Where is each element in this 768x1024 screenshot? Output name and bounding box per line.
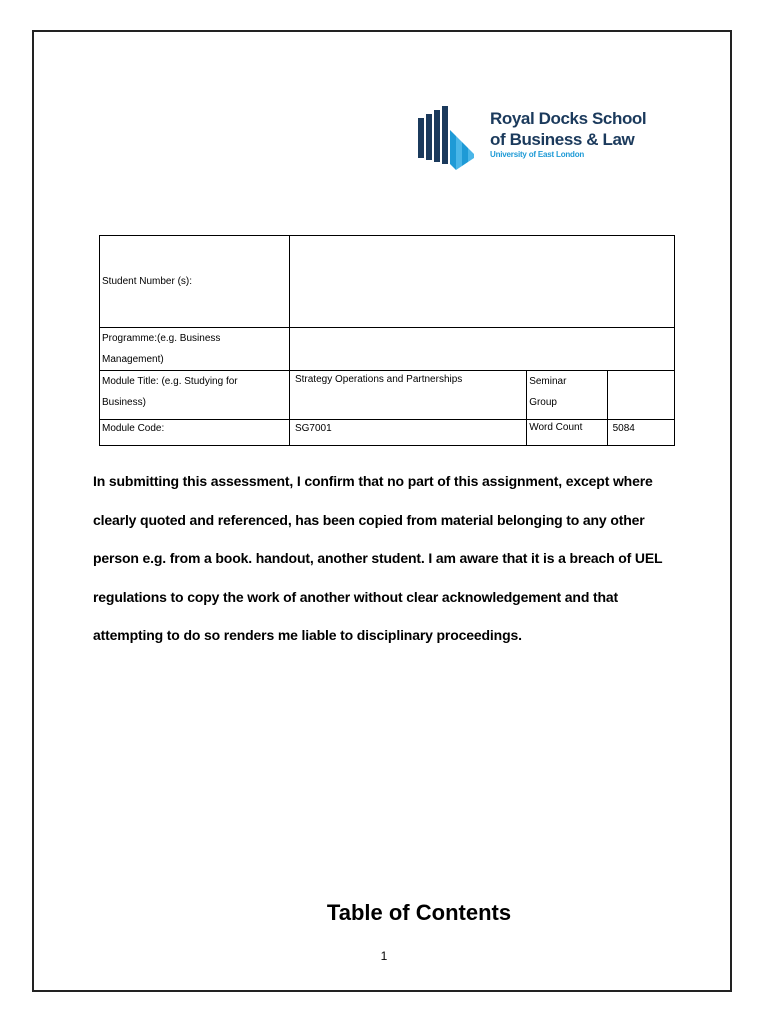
module-title-label bbox=[100, 371, 290, 420]
student-number-row bbox=[100, 236, 675, 328]
page-number: 1 bbox=[380, 949, 388, 963]
seminar-group-label bbox=[527, 371, 607, 420]
declaration-paragraph: In submitting this assessment, I confirm that no part of this assignment, except where clearly quoted and referenced, has been copied from material belonging to any other person e.g. from a book. handout, another student. I am aware that it is a breach of UEL regulations to copy the work of another without clear acknowledgement and that attempting to do so renders me liable to disciplinary proceedings. bbox=[93, 473, 663, 643]
word-count-label: Word Count bbox=[527, 420, 607, 446]
seminar-label-line-1: Seminar bbox=[529, 376, 567, 387]
module-title-label-line-1: Module Title: (e.g. Studying for bbox=[102, 376, 238, 387]
module-title-label-line-2: Business) bbox=[102, 397, 146, 408]
module-code-label: Module Code: bbox=[100, 420, 290, 446]
logo-text bbox=[490, 108, 646, 160]
module-title-row bbox=[100, 371, 675, 420]
module-code-row bbox=[100, 420, 675, 446]
school-logo bbox=[416, 104, 676, 174]
programme-row bbox=[100, 328, 675, 371]
logo-line-1: Royal Docks School bbox=[490, 109, 647, 128]
student-number-value[interactable] bbox=[289, 236, 674, 328]
programme-label bbox=[100, 328, 290, 371]
building-bars-icon bbox=[416, 104, 486, 174]
module-code-value[interactable]: SG7001 bbox=[289, 420, 526, 446]
seminar-group-value[interactable] bbox=[607, 371, 674, 420]
programme-value[interactable] bbox=[289, 328, 674, 371]
programme-label-line-2: Management) bbox=[102, 354, 164, 365]
cover-sheet-table bbox=[99, 235, 675, 446]
table-of-contents-heading: Table of Contents bbox=[326, 900, 512, 925]
logo-line-2: of Business & Law bbox=[490, 130, 635, 149]
programme-label-line-1: Programme:(e.g. Business bbox=[102, 333, 221, 344]
word-count-value[interactable]: 5084 bbox=[607, 420, 674, 446]
student-number-label: Student Number (s): bbox=[100, 236, 290, 328]
logo-line-3: University of East London bbox=[490, 150, 585, 159]
module-title-value[interactable]: Strategy Operations and Partnerships bbox=[289, 371, 526, 420]
seminar-label-line-2: Group bbox=[529, 397, 557, 408]
